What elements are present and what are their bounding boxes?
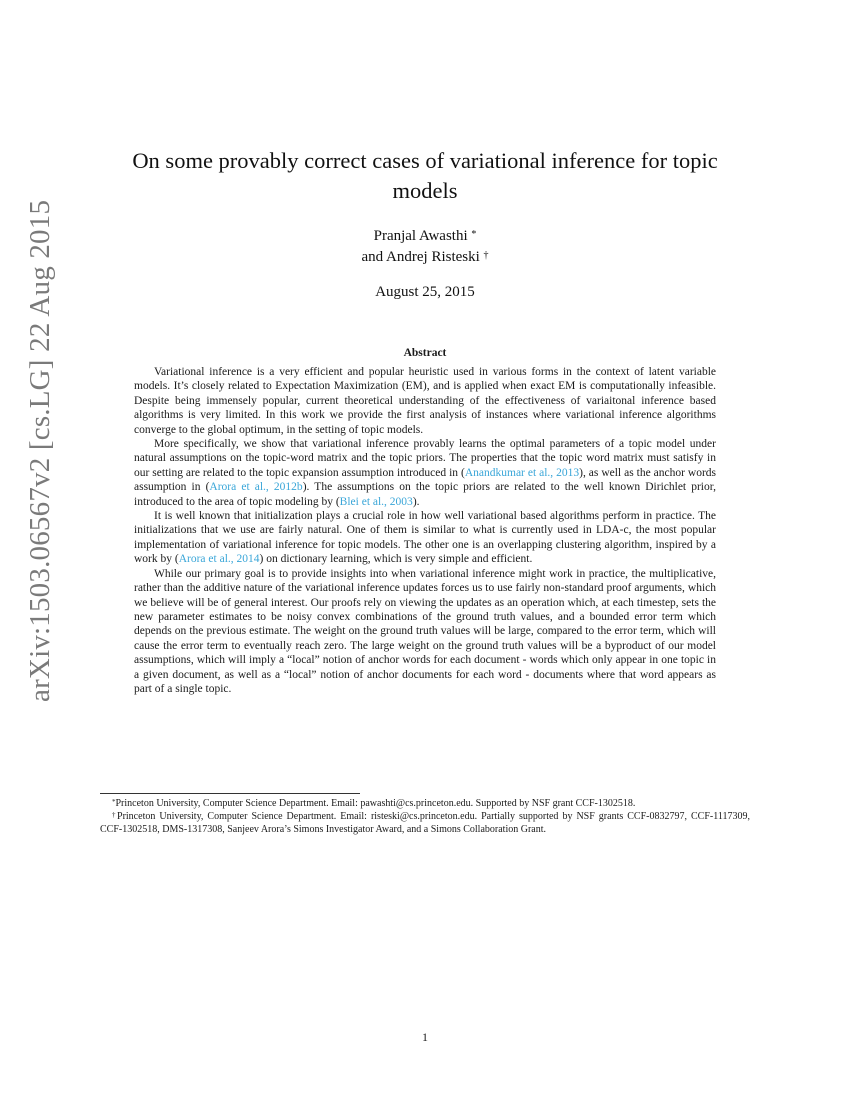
abstract-text: ).: [412, 495, 420, 508]
authors-block: [200, 226, 650, 268]
citation-link-arora-2014[interactable]: Arora et al., 2014: [178, 553, 260, 566]
abstract-paragraph-4: While our primary goal is to provide insights into when variational inference might work in practice, the multiplicative, rather than the additive nature of the variational inference updates forces us to use fairly non-standard proof arguments, which we believe will be of general interest. Our proofs rely on viewing the updates as an operation which, at each timestep, sets the new parameter estimates to be noisy convex combinations of the ground truth values, and a bounded error term which depends on the previous estimate. The weight on the ground truth values will be large, compared to the error term, which will cause the error term to eventually reach zero. The large weight on the ground truth values will be a byproduct of our model assumptions, which will imply a “local” notion of anchor words for each document - words which only appear in one topic in a given document, as well as a “local” notion of anchor documents for each word - documents where that word appears as part of a single topic.: [134, 567, 716, 695]
citation-link-blei-2003[interactable]: Blei et al., 2003: [339, 495, 413, 508]
author-2: [200, 247, 650, 268]
author-1-name: Pranjal Awasthi: [373, 228, 468, 244]
abstract-text: More specifically, we show that variational inference provably learns the optimal parameters of a topic model under natural assumptions on the topic-word matrix and the topic priors. The properties that the topic word matrix must satisfy in our setting are related to the topic expansion assumption introduced in (: [134, 438, 716, 479]
abstract-text: ), as well as the anchor words assumption in (: [134, 466, 716, 494]
footnote-1: [100, 797, 750, 810]
abstract-paragraph-2: [134, 437, 716, 509]
footnotes: [100, 797, 750, 837]
abstract-text: ) on dictionary learning, which is very simple and efficient.: [259, 553, 533, 566]
footnote-separator: [100, 793, 360, 794]
author-conjunction: and: [361, 249, 384, 265]
footnote-2-text: Princeton University, Computer Science Department. Email: risteski@cs.princeton.edu. Partially supported by NSF grants CCF-0832797, CCF-1117309, CCF-1302518, DMS-1317308, Sanjeev Arora’s Simons Investigator Award, and a Simons Collaboration Grant.: [100, 811, 751, 836]
footnote-2-mark: †: [112, 811, 118, 820]
footnote-1-mark: *: [112, 798, 116, 806]
abstract-heading: Abstract: [403, 347, 447, 359]
arxiv-identifier-stamp: arXiv:1503.06567v2 [cs.LG] 22 Aug 2015: [24, 199, 56, 702]
page-number: 1: [422, 1030, 428, 1044]
abstract-text: It is well known that initialization plays a crucial role in how well variational based algorithms perform in practice. The initializations that we use are fairly natural. One of them is similar to what is currently used in LDA-c, the most popular implementation of variational inference for topic models. The other one is an overlapping clustering algorithm, inspired by a work by (: [134, 510, 716, 566]
author-2-footnote-mark: †: [483, 250, 489, 261]
author-1: [200, 226, 650, 247]
footnote-2: [100, 810, 750, 836]
author-1-footnote-mark: *: [471, 229, 477, 240]
abstract-paragraph-1: Variational inference is a very efficient and popular heuristic used in various forms in the context of latent variable models. It’s closely related to Expectation Maximization (EM), and is applied when exact EM is computationally infeasible. Despite being immensely popular, current theoretical understanding of the effectiveness of variaitonal inference based algorithms is very limited. In this work we provide the first analysis of instances where variational inference algorithms converge to the global optimum, in the setting of topic models.: [134, 366, 716, 436]
abstract-text: ). The assumptions on the topic priors are related to the well known Dirichlet prior, introduced to the area of topic modeling by (: [134, 481, 716, 508]
abstract-body: [134, 365, 716, 696]
footnote-1-text: Princeton University, Computer Science Department. Email: pawashti@cs.princeton.edu. Supported by NSF grant CCF-1302518.: [115, 798, 636, 809]
author-2-name: Andrej Risteski: [386, 249, 480, 265]
citation-link-arora-2012b[interactable]: Arora et al., 2012b: [209, 481, 303, 494]
citation-link-anandkumar-2013[interactable]: Anandkumar et al., 2013: [464, 466, 580, 479]
paper-title: On some provably correct cases of variational inference for topic models: [132, 148, 718, 203]
paper-date: August 25, 2015: [375, 284, 475, 300]
abstract-paragraph-3: [134, 509, 716, 567]
